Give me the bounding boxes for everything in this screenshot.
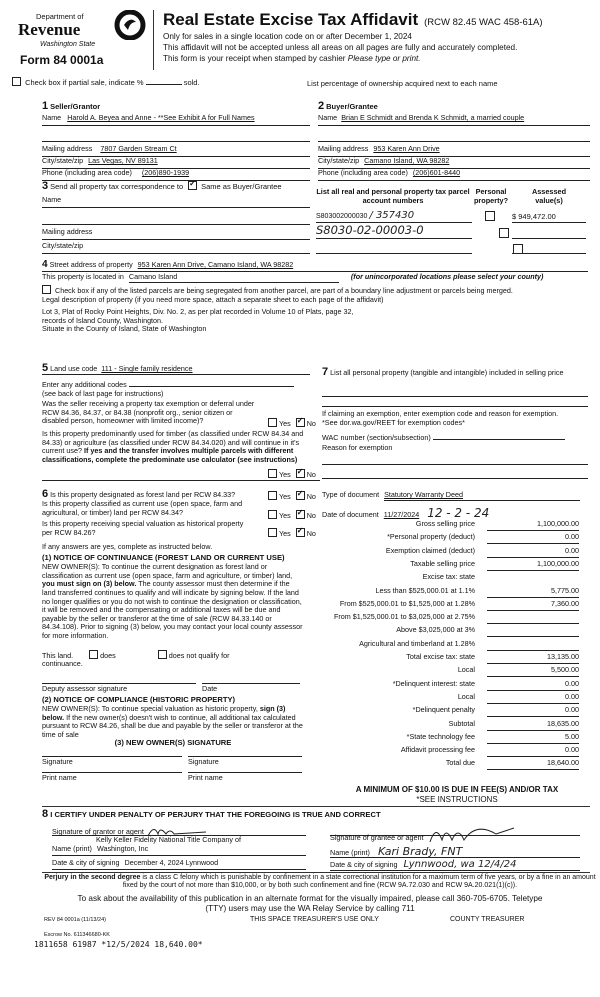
personal-col-header: Personal property?: [473, 187, 509, 205]
buyer-mailing-field[interactable]: Mailing address 953 Karen Ann Drive: [318, 145, 590, 157]
tax-row-value[interactable]: 0.00: [487, 706, 579, 717]
tax-row-value[interactable]: 1,100,000.00: [487, 560, 579, 571]
notice-continuance-title: (1) NOTICE OF CONTINUANCE (FOREST LAND OR CURRENT USE): [42, 553, 285, 562]
tax-row-value[interactable]: 0.00: [487, 693, 579, 704]
current-use-no-checkbox[interactable]: [296, 510, 305, 519]
buyer-phone-field[interactable]: Phone (including area code) (206)601-8440: [318, 169, 590, 181]
parcel-1-personal-checkbox[interactable]: [485, 211, 495, 221]
header-note-3: This form is your receipt when stamped by cashier Please type or print.: [163, 54, 421, 63]
grantee-signature-scribble: [426, 824, 516, 846]
current-use-yes-no: Yes ✓ No: [268, 510, 316, 521]
tax-row-value[interactable]: 5,775.00: [487, 587, 579, 598]
tax-row: [330, 520, 585, 532]
tax-row-label: Agricultural and timberland at 1.28%: [359, 638, 475, 648]
tax-row: [330, 693, 585, 705]
tax-row: [330, 759, 585, 771]
current-use-question: Is this property classified as current use (open space, farm and agricultural, or timber) land per RCW 84.34?: [42, 499, 243, 517]
parcel-3-assessed[interactable]: [512, 246, 586, 254]
tax-row-value[interactable]: 5.00: [487, 733, 579, 744]
tax-row: [330, 640, 585, 652]
timber-yes-no: Yes ✓ No: [268, 469, 316, 480]
correspondence-name-field[interactable]: Name: [42, 196, 310, 208]
forest-question: 6 Is this property designated as forest land per RCW 84.33?: [42, 488, 236, 500]
grantor-date-field[interactable]: Date & city of signing December 4, 2024 Lynnwood: [52, 859, 306, 870]
buyer-name-field[interactable]: Name Brian E Schmidt and Brenda K Schmidt, a married couple: [318, 114, 590, 126]
segregated-row: Check box if any of the listed parcels are being segregated from another parcel, are part of a boundary line adjustment or parcels being merged.: [42, 285, 513, 296]
document-type-field[interactable]: Type of document Statutory Warranty Deed: [322, 491, 588, 501]
header-note-1: Only for sales in a single location code on or after December 1, 2024: [163, 32, 412, 41]
seller-name-value: Harold A. Beyea and Anne - **See Exhibit A for Full Names: [67, 113, 255, 122]
tax-row: [330, 626, 585, 638]
legal-description-text[interactable]: Lot 3, Plat of Rocky Point Heights, Div. No. 2, as per plat recorded in Volume 10 of Plats, page 32, records of Island County, Washington. Situate in the County of Island, State of Washington: [42, 307, 354, 334]
does-qualify-checkbox[interactable]: [89, 650, 98, 659]
tax-row: [330, 733, 585, 745]
correspondence-mailing-field[interactable]: Mailing address: [42, 228, 310, 240]
reason-line2[interactable]: [322, 472, 588, 479]
header-note-2: This affidavit will not be accepted unless all areas on all pages are fully and accurately completed.: [163, 43, 518, 52]
page-title: [163, 10, 543, 30]
forest-yes-no: Yes ✓ No: [268, 491, 316, 502]
tax-row-value[interactable]: 18,640.00: [487, 759, 579, 770]
historical-yes-checkbox[interactable]: [268, 528, 277, 537]
correspondence-name-line2[interactable]: [42, 214, 310, 225]
if-yes-instruction: If any answers are yes, complete as instructed below.: [42, 542, 213, 551]
rev-number: REV 84 0001a (11/13/24): [44, 917, 106, 923]
tax-row-label: From $1,525,000.01 to $3,025,000 at 2.75%: [333, 612, 475, 622]
treasurer-use-label: THIS SPACE TREASURER'S USE ONLY: [250, 916, 379, 923]
tax-row-label: *State technology fee: [406, 731, 475, 741]
section5-divider: [42, 480, 320, 481]
parcel-row-3[interactable]: [316, 244, 472, 254]
tax-row-label: Local: [457, 691, 475, 701]
escrow-number: Escrow No. 611346680-KK: [44, 932, 110, 938]
historical-yes-no: Yes ✓ No: [268, 528, 316, 539]
tax-row-label: Local: [457, 665, 475, 675]
parcel-1-assessed[interactable]: $ 949,472.00: [512, 212, 586, 223]
parcel-row-1[interactable]: S803002000030 / 357430: [316, 210, 472, 223]
land-use-code-field[interactable]: 5 Land use code 111 - Single family residence: [42, 362, 310, 375]
exemption-question: Was the seller receiving a property tax exemption or deferral under RCW 84.36, 84.37, or 84.38 (nonprofit org., senior citizen or disabled person, homeowner with limited income)?: [42, 399, 255, 426]
exemption-no-checkbox[interactable]: [296, 418, 305, 427]
parcel-2-assessed[interactable]: [512, 230, 586, 239]
does-not-qualify-checkbox[interactable]: [158, 650, 167, 659]
new-owner-print-1[interactable]: Print name: [42, 772, 182, 783]
tax-row: [330, 573, 585, 585]
additional-codes-field[interactable]: Enter any additional codes (see back of last page for instructions): [42, 379, 310, 398]
tax-row: [330, 653, 585, 665]
personal-property-line2[interactable]: [322, 400, 588, 407]
seller-name-line2[interactable]: [42, 131, 310, 142]
perjury-notice: Perjury in the second degree is a class C felony which is punishable by confinement in a state correctional institution for a maximum term of five years, or by a fine in an amount fixed by the court of not more than $10,000, or by both such confinement and fine (RCW 9A.72.030 and RCW 9A.20.021(1)(c)).: [44, 874, 596, 890]
tax-row: [330, 666, 585, 678]
buyer-city-field[interactable]: City/state/zip Camano Island, WA 98282: [318, 157, 590, 169]
timber-question: Is this property predominantly used for timber (as classified under RCW 84.34 and 84.33) or agriculture (as classified under RCW 84.34.020) and will continue in it's current use? If yes and the transfer involves multiple parcels with different classifications, complete the predominate use calculator (see instructions): [42, 429, 304, 464]
parcel-row-2[interactable]: S8030-02-00003-0: [316, 224, 472, 239]
seller-phone-field[interactable]: Phone (including area code) (206)890-1939: [42, 169, 310, 181]
minimum-due-note: A MINIMUM OF $10.00 IS DUE IN FEE(S) AND/OR TAX: [355, 785, 559, 794]
tax-row: [330, 600, 585, 612]
this-land-row: This land. does does not qualify for: [42, 651, 230, 660]
notice-continuance-text: NEW OWNER(S): To continue the current designation as forest land or classification as current use (open space, farm and agriculture, or timber) land, you must sign on (3) below. The county assessor must then determine if the land transferred continues to qualify and will indicate by signing below. If the land no longer qualifies or you do not wish to continue the designation or classification, it will be removed and the compensating or additional taxes will be due and payable by the seller or transferor at the time of sale (RCW 84.33.140 or 84.34.108). Prior to signing (3) below, you may contact your local county assessor for more information.: [42, 562, 303, 641]
notice-compliance-title: (2) NOTICE OF COMPLIANCE (HISTORIC PROPERTY): [42, 695, 236, 704]
partial-sale-percent-input[interactable]: [146, 76, 182, 85]
see-instructions-note: *SEE INSTRUCTIONS: [416, 795, 498, 804]
correspondence-city-field[interactable]: City/state/zip: [42, 242, 310, 254]
certification-heading: 8 I CERTIFY UNDER PENALTY OF PERJURY THAT THE FOREGOING IS TRUE AND CORRECT: [42, 808, 381, 820]
seller-city-field[interactable]: City/state/zip Las Vegas, NV 89131: [42, 157, 310, 169]
tax-row-value[interactable]: 0.00: [487, 547, 579, 558]
tax-row-label: Total due: [445, 758, 475, 768]
tax-row: [330, 680, 585, 692]
header-divider: [153, 10, 154, 70]
reason-line1[interactable]: [322, 458, 588, 465]
tax-row: [330, 613, 585, 625]
tax-row-value[interactable]: 7,360.00: [487, 600, 579, 611]
tax-row-value[interactable]: [487, 640, 579, 651]
forest-no-checkbox[interactable]: [296, 491, 305, 500]
tax-row-label: *Delinquent interest: state: [392, 678, 475, 688]
correspondence-heading: 3 Send all property tax correspondence to ✓ Same as Buyer/Grantee: [42, 180, 282, 193]
tax-row-label: Gross selling price: [415, 519, 475, 528]
tax-row-label: *Personal property (deduct): [387, 532, 475, 542]
tax-row-label: Affidavit processing fee: [400, 745, 475, 755]
agency-line1: Department of: [36, 12, 84, 21]
seller-name-field[interactable]: Name Harold A. Beyea and Anne - **See Exhibit A for Full Names: [42, 114, 310, 126]
tax-row-value[interactable]: 0.00: [487, 680, 579, 691]
tax-row: [330, 533, 585, 545]
notice-compliance-text: NEW OWNER(S): To continue special valuation as historic property, sign (3) below. If the new owner(s) doesn't wish to continue, all additional tax calculated pursuant to RCW 84.26, shall be due and payable by the seller or transferor at the time of sale: [42, 704, 303, 739]
tax-row-label: *Delinquent penalty: [412, 705, 475, 715]
tax-row: [330, 720, 585, 732]
tax-row-label: Less than $525,000.01 at 1.1%: [375, 585, 475, 595]
street-address-field[interactable]: 4 Street address of property 953 Karen Ann Drive, Camano Island, WA 98282: [42, 259, 588, 272]
new-owner-signature-2[interactable]: Signature: [188, 756, 302, 767]
tax-row-label: Exemption claimed (deduct): [385, 545, 475, 555]
tax-row-label: Subtotal: [448, 718, 475, 728]
deputy-date-field[interactable]: Date: [202, 683, 300, 694]
ownership-note: List percentage of ownership acquired next to each name: [307, 79, 498, 88]
tax-row: [330, 560, 585, 572]
tax-row-value[interactable]: 5,500.00: [487, 666, 579, 677]
exemption-yes-checkbox[interactable]: [268, 418, 277, 427]
accessibility-notice: To ask about the availability of this publication in an alternate format for the visually impaired, please call 360-705-6705. Teletype (TTY) users may use the WA Relay Service by calling 711: [77, 894, 543, 913]
tax-row-label: From $525,000.01 to $1,525,000 at 1.28%: [339, 598, 475, 608]
footer-divider: [42, 872, 590, 873]
tax-row: [330, 746, 585, 758]
legal-description-label: Legal description of property (if you need more space, attach a separate sheet to each page of the affidavit): [42, 295, 384, 304]
located-in-field[interactable]: This property is located in Camano Island (for unincorporated locations please select your county): [42, 272, 544, 281]
tax-row: [330, 587, 585, 599]
grantor-name-field[interactable]: Kelly Keller Fidelity National Title Company of Name (print) Washington, Inc: [52, 836, 306, 856]
grantee-date-field[interactable]: Date & city of signing Lynnwood, wa 12/4/24: [330, 859, 580, 871]
tax-row-label: Total excise tax: state: [406, 652, 475, 661]
buyer-name-line2[interactable]: [318, 131, 590, 142]
tax-row-value[interactable]: 13,135.00: [487, 653, 579, 664]
parcel-col-header: List all real and personal property tax parcel account numbers: [316, 187, 470, 205]
timber-yes-checkbox[interactable]: [268, 469, 277, 478]
tax-row: [330, 706, 585, 718]
new-owner-signature-title: (3) NEW OWNER(S) SIGNATURE: [114, 738, 232, 747]
partial-sale-row: Check box if partial sale, indicate % sold.: [12, 76, 200, 87]
personal-property-line1[interactable]: [322, 388, 588, 397]
exemption-yes-no: Yes ✓ No: [268, 418, 316, 429]
tax-row-value[interactable]: 0.00: [487, 746, 579, 757]
seller-mailing-field[interactable]: Mailing address 7807 Garden Stream Ct: [42, 145, 310, 157]
form-title: Real Estate Excise Tax Affidavit: [163, 10, 419, 29]
current-use-yes-checkbox[interactable]: [268, 510, 277, 519]
exemption-claim-label: If claiming an exemption, enter exemption code and reason for exemption. *See dor.wa.gov/REET for exemption codes*: [322, 409, 559, 427]
historical-no-checkbox[interactable]: [296, 528, 305, 537]
tax-row-label: Taxable selling price: [410, 558, 475, 568]
form-number: Form 84 0001a: [20, 53, 104, 67]
new-owner-signature-1[interactable]: Signature: [42, 756, 182, 767]
agency-line3: Washington State: [40, 41, 96, 48]
timber-no-checkbox[interactable]: [296, 469, 305, 478]
segregated-checkbox[interactable]: [42, 285, 51, 294]
tax-row-value[interactable]: 1,100,000.00: [487, 520, 579, 531]
tax-row-value[interactable]: 18,635.00: [487, 720, 579, 731]
parcel-2-personal-checkbox[interactable]: [499, 228, 509, 238]
assessed-col-header: Assessed value(s): [531, 187, 567, 205]
seller-heading: 1 Seller/Grantor: [42, 100, 101, 112]
document-date-field[interactable]: Date of document 11/27/2024 12 - 2 - 24: [322, 506, 490, 520]
reason-label: Reason for exemption: [322, 443, 393, 452]
tax-row-value[interactable]: 0.00: [487, 533, 579, 544]
county-treasurer-label: COUNTY TREASURER: [450, 916, 525, 923]
tax-row-value[interactable]: [487, 626, 579, 637]
historical-question: Is this property receiving special valuation as historical property per RCW 84.26?: [42, 519, 244, 537]
certification-divider: [42, 806, 590, 807]
tax-row-value[interactable]: [487, 613, 579, 624]
new-owner-print-2[interactable]: Print name: [188, 772, 302, 783]
tax-row-label: Above $3,025,000 at 3%: [396, 625, 475, 635]
grantee-signature-field[interactable]: Signature of grantee or agent: [330, 824, 580, 836]
agency-logo: [18, 8, 146, 54]
continuance-label: continuance.: [42, 659, 83, 668]
wac-number-field[interactable]: WAC number (section/subsection): [322, 432, 565, 443]
same-as-buyer-checkbox[interactable]: [188, 181, 197, 190]
grantor-signature-field[interactable]: Signature of grantor or agent: [52, 824, 306, 836]
deputy-signature-field[interactable]: Deputy assessor signature: [42, 683, 196, 694]
revenue-logo-icon: [114, 10, 146, 40]
document-date-handwritten: 12 - 2 - 24: [427, 506, 490, 520]
tax-row: [330, 547, 585, 559]
personal-property-label: 7 List all personal property (tangible and intangible) included in selling price: [322, 366, 564, 378]
agency-line2: Revenue: [18, 20, 81, 39]
tax-row-label: Excise tax: state: [422, 572, 475, 582]
form-citation: (RCW 82.45 WAC 458-61A): [424, 17, 543, 28]
partial-sale-checkbox[interactable]: [12, 77, 21, 86]
buyer-heading: 2 Buyer/Grantee: [318, 100, 378, 112]
grantee-name-field[interactable]: Name (print) Kari Brady, FNT: [330, 845, 580, 858]
treasurer-receipt-stamp: 1811658 61987 *12/5/2024 18,640.00*: [34, 940, 203, 949]
forest-yes-checkbox[interactable]: [268, 491, 277, 500]
